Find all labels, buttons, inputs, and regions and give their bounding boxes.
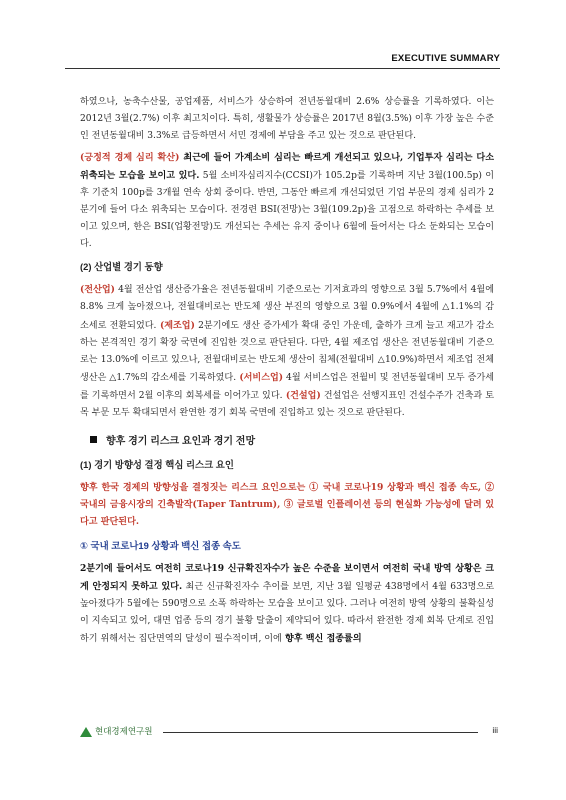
page-number: iii xyxy=(492,725,498,735)
key-sentence: 2분기에 들어서도 여전히 코로나19 신규확진자수가 높은 수준을 보이면서 여전히 국내 방역 상황은 크게 안정되지 못하고 있다. xyxy=(80,562,494,592)
square-bullet-icon xyxy=(90,436,97,443)
topic-tag-manufacturing: (제조업) xyxy=(156,319,195,331)
paragraph-text: 4월 서비스업은 전월비 및 전년동월대비 모두 증가세를 기록하면서 2월 이후의 회복세를 이어가고 있다. xyxy=(80,372,495,401)
section-heading-text: 향후 경기 리스크 요인과 경기 전망 xyxy=(106,435,256,447)
key-phrase: 향후 백신 접종률의 xyxy=(281,633,362,645)
topic-tag-services: (서비스업) xyxy=(236,371,284,383)
topic-tag-all-industry: (전산업) xyxy=(80,284,115,296)
key-sentence: 최근에 들어 가계소비 심리는 빠르게 개선되고 있으나, 기업투자 심리는 다소 위축되는 모습을 보이고 있다. xyxy=(80,152,494,182)
header-divider xyxy=(65,68,500,69)
footer-organization: 현대경제연구원 xyxy=(95,726,153,736)
paragraph-risk-summary: 향후 한국 경제의 방향성을 결정짓는 리스크 요인으로는 ① 국내 코로나19 상황과 백신 접종 속도, ② 국내의 금융시장의 긴축발작(Taper Tantrum), ③ 글로벌 인플레이션 등의 현실화 가능성에 달려 있다고 판단된다. xyxy=(80,481,494,527)
triangle-logo-icon xyxy=(80,727,92,737)
footer-divider xyxy=(163,732,478,733)
paragraph-text: 5월 소비자심리지수(CCSI)가 105.2p를 기록하며 지난 3월(100.5p) 이후 기준치 100p를 3개월 연속 상회 중이다. 반면, 그동안 빠르게 개선되었던 기업 부문의 경제 심리가 2분기에 들어 다소 위축되는 모습이다. 전경련 BSI(전망)는 3월(109.2p)을 고점으로 하락하는 추세를 보이고 있으며, 한은 BSI(업황전망)도 개선되는 추세는 유지 중이나 6월에 들어서는 다소 둔화되는 모습이다. xyxy=(80,171,494,250)
paragraph-industry xyxy=(80,281,494,421)
header-title: EXECUTIVE SUMMARY xyxy=(391,53,500,64)
subheading-risk-factors: (1) 경기 방향성 결정 핵심 리스크 요인 xyxy=(80,458,234,470)
page-footer xyxy=(65,722,500,744)
page-body xyxy=(80,94,494,648)
section-heading-outlook xyxy=(80,432,494,447)
paragraph-inflation: 하였으나, 농축수산물, 공업제품, 서비스가 상승하여 전년동월대비 2.6% 상승률을 기록하였다. 이는 2012년 3월(2.7%) 이후 최고치이다. 특히, 생활물가 상승률은 2017년 8월(3.5%) 이후 가장 높은 수준인 전년동월대비 3.3%로 급등하면서 서민 경제에 부담을 주고 있는 것으로 판단된다. xyxy=(80,97,494,142)
subheading-covid-vaccine: ① 국내 코로나19 상황과 백신 접종 속도 xyxy=(80,539,241,551)
subheading-industry: (2) 산업별 경기 동향 xyxy=(80,261,163,273)
paragraph-text: 2분기에도 생산 증가세가 확대 중인 가운데, 출하가 크게 늘고 재고가 감소하는 본격적인 경기 확장 국면에 진입한 것으로 판단된다. 다만, 4월 제조업 생산은 전년동월대비 기준으로는 13.0%에 이르고 있으나, 전월대비로는 반도체 생산이 침체(전월대비 △10.9%)하면서 제조업 전체 생산은 △1.7%의 감소세를 기록하였다. xyxy=(80,320,495,383)
paragraph-text: 최근 신규확진자수 추이를 보면, 지난 3월 일평균 438명에서 4월 633명으로 높아졌다가 5월에는 590명으로 소폭 하락하는 모습을 보이고 있다. 그러나 여전히 방역 상황의 불확실성이 지속되고 있어, 대면 업종 등의 경기 불황 탈출이 제약되어 있다. 따라서 완전한 경제 회복 단계로 진입하기 위해서는 집단면역의 달성이 필수적이며, 이에 xyxy=(80,581,494,645)
paragraph-text: 건설업은 선행지표인 건설수주가 건축과 토목 부문 모두 확대되면서 완연한 경기 회복 국면에 진입하고 있는 것으로 판단된다. xyxy=(80,390,495,418)
topic-tag-sentiment: (긍정적 경제 심리 확산) xyxy=(80,152,180,164)
topic-tag-construction: (건설업) xyxy=(282,389,321,401)
paragraph-text: 4월 전산업 생산증가율은 전년동월대비 기준으로는 기저효과의 영향으로 3월 5.7%에서 4월에 8.8% 크게 높아졌으나, 전월대비로는 반도체 생산 부진의 영향으로 3월 0.9%에서 4월에 △1.1%의 감소세로 전환되었다. xyxy=(80,285,494,331)
paragraph-covid xyxy=(80,560,494,648)
paragraph-sentiment xyxy=(80,149,494,253)
